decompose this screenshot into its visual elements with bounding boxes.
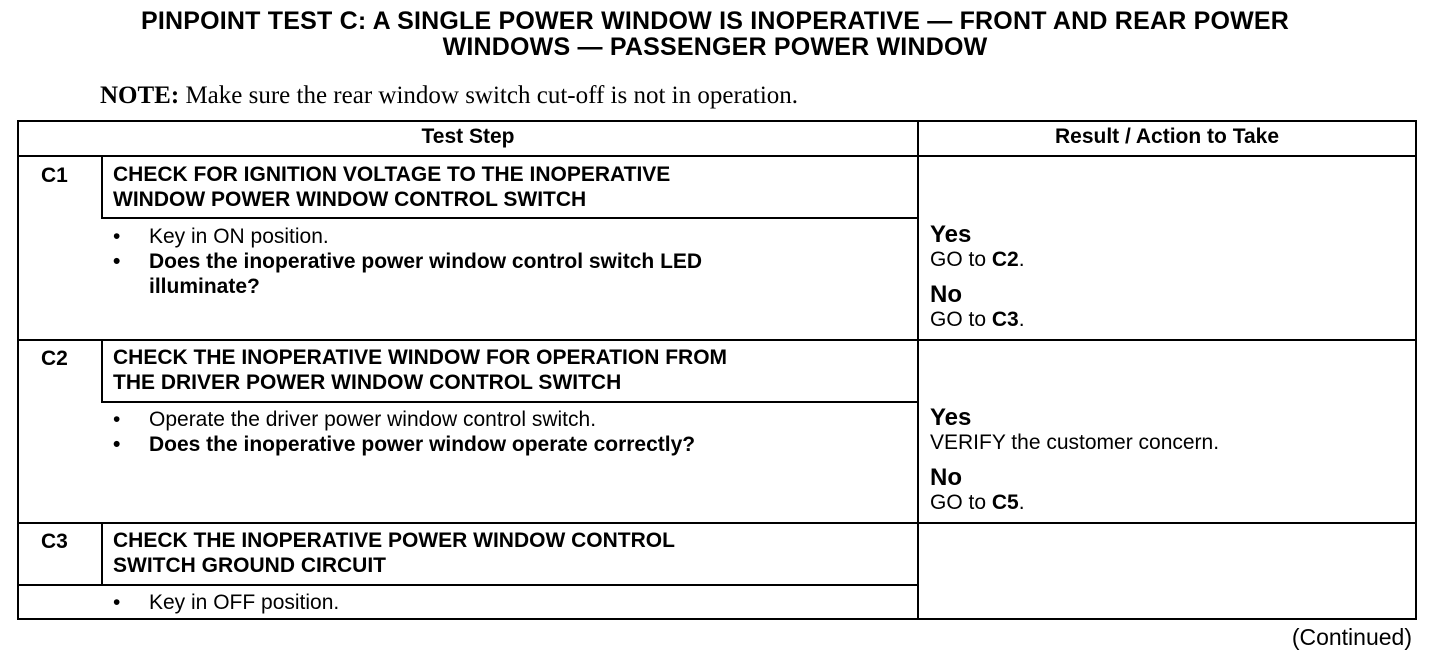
id-divider-c3 — [101, 524, 103, 586]
bullet-item: • Operate the driver power window control switch. — [113, 407, 695, 432]
step-bullets — [113, 224, 702, 299]
step-id: C1 — [41, 164, 68, 187]
no-label: No — [930, 464, 962, 491]
no-label: No — [930, 281, 962, 308]
step-title — [113, 528, 675, 578]
bullet-item: • Key in OFF position. — [113, 590, 339, 615]
bullet-item: • Does the inoperative power window operate correctly? — [113, 432, 695, 457]
title-divider-c3 — [19, 584, 917, 586]
header-result: Result / Action to Take — [1054, 125, 1280, 148]
header-divider — [19, 155, 1415, 157]
step-bullets — [113, 407, 695, 457]
id-divider-c1 — [101, 157, 103, 219]
yes-label: Yes — [930, 404, 972, 431]
result-action — [930, 222, 1025, 332]
no-action: GO to C5. — [930, 491, 1025, 514]
step-bullets — [113, 590, 339, 615]
yes-action: GO to C2. — [930, 248, 1025, 271]
row-divider-c1 — [19, 339, 1415, 341]
step-title-line-2: THE DRIVER POWER WINDOW CONTROL SWITCH — [113, 371, 622, 394]
bullet-item: • Key in ON position. — [113, 224, 702, 249]
page-title — [0, 8, 1430, 60]
title-divider-c1 — [101, 217, 917, 219]
step-id: C3 — [41, 530, 68, 553]
step-title — [113, 162, 670, 212]
no-action: GO to C3. — [930, 308, 1025, 331]
id-divider-c2 — [101, 341, 103, 403]
step-title-line-1: CHECK THE INOPERATIVE WINDOW FOR OPERATION FROM — [113, 346, 728, 369]
title-divider-c2 — [101, 401, 917, 403]
note — [100, 82, 798, 110]
bullet-item: • Does the inoperative power window control switch LED illuminate? — [113, 249, 702, 299]
note-label: NOTE: — [100, 82, 180, 109]
step-title-line-1: CHECK FOR IGNITION VOLTAGE TO THE INOPERATIVE — [113, 163, 671, 186]
header-test-step: Test Step — [421, 125, 515, 148]
note-text: Make sure the rear window switch cut-off is not in operation. — [179, 82, 799, 109]
step-id: C2 — [41, 347, 68, 370]
title-line-1: PINPOINT TEST C: A SINGLE POWER WINDOW IS INOPERATIVE — FRONT AND REAR POWER — [140, 7, 1290, 35]
pinpoint-test-table — [17, 120, 1417, 620]
result-action — [930, 405, 1219, 515]
step-title-line-1: CHECK THE INOPERATIVE POWER WINDOW CONTROL — [113, 529, 675, 552]
title-line-2: WINDOWS — PASSENGER POWER WINDOW — [442, 33, 988, 61]
yes-action: VERIFY the customer concern. — [930, 431, 1220, 454]
step-title-line-2: SWITCH GROUND CIRCUIT — [113, 554, 386, 577]
column-divider — [917, 122, 919, 618]
continued-label: (Continued) — [1291, 624, 1412, 650]
step-title-line-2: WINDOW POWER WINDOW CONTROL SWITCH — [113, 188, 587, 211]
step-title — [113, 345, 727, 395]
row-divider-c2 — [19, 522, 1415, 524]
yes-label: Yes — [930, 221, 972, 248]
